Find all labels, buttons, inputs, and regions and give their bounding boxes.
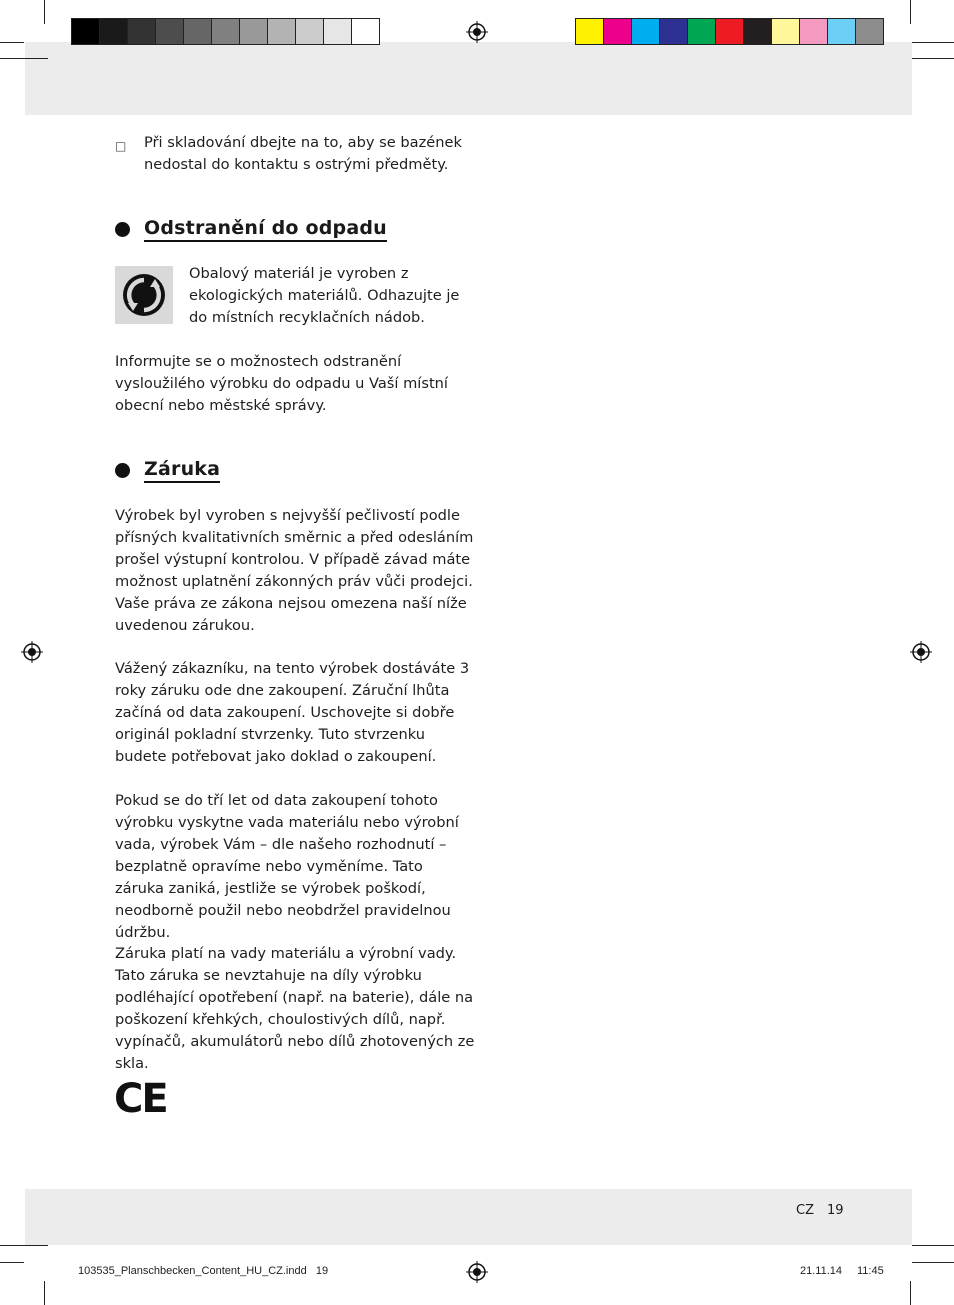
print-slug-date: 21.11.14	[800, 1265, 843, 1277]
registration-mark-icon	[910, 641, 932, 663]
crop-mark	[910, 1281, 911, 1305]
print-slug-time: 11:45	[857, 1265, 884, 1277]
color-swatch	[99, 18, 128, 45]
crop-mark	[912, 1262, 954, 1263]
green-dot-recycle-icon	[115, 266, 173, 324]
color-swatch	[239, 18, 268, 45]
registration-mark-icon	[21, 641, 43, 663]
color-swatch	[155, 18, 184, 45]
ce-mark-logo: CE	[114, 1076, 167, 1122]
color-swatch	[603, 18, 632, 45]
heading-bullet	[115, 222, 130, 237]
crop-mark	[44, 1281, 45, 1305]
checkbox-marker: □	[115, 139, 127, 153]
color-swatch	[575, 18, 604, 45]
crop-mark	[0, 1245, 48, 1246]
storage-note: Při skladování dbejte na to, aby se bazének nedostal do kontaktu s ostrými předměty.	[144, 134, 462, 173]
color-swatch	[827, 18, 856, 45]
color-swatch	[771, 18, 800, 45]
color-swatch	[71, 18, 100, 45]
footer-band	[25, 1189, 912, 1245]
warranty-paragraph-2: Vážený zákazníku, na tento výrobek dostáváte 3 roky záruku ode dne zakoupení. Záruční lhůta začíná od data zakoupení. Uschovejte si dobře originál pokladní stvrzenky. Tuto stvrzenku budete potřebovat jako doklad o zakoupení.	[115, 660, 470, 765]
crop-mark	[0, 1262, 24, 1263]
color-swatch	[183, 18, 212, 45]
header-band	[25, 42, 912, 115]
color-swatch	[631, 18, 660, 45]
warranty-heading	[115, 457, 220, 483]
color-swatch	[127, 18, 156, 45]
color-swatch	[715, 18, 744, 45]
warranty-paragraph-4: Záruka platí na vady materiálu a výrobní vady. Tato záruka se nevztahuje na díly výrobku podléhající opotřebení (např. na baterie), dále na poškození křehkých, choulostivých dílů, např. vypínačů, akumulátorů nebo dílů zhotovených ze skla.	[115, 945, 475, 1072]
warranty-paragraph-1: Výrobek byl vyroben s nejvyšší pečlivostí podle přísných kvalitativních směrnic a před odesláním prošel výstupní kontrolou. V případě závad máte možnost uplatnění zákonných práv vůči prodejci. Vaše práva ze zákona nejsou omezena naší níže uvedenou zárukou.	[115, 507, 474, 634]
warranty-heading-text: Záruka	[144, 458, 220, 483]
color-swatch	[659, 18, 688, 45]
disposal-paragraph: Informujte se o možnostech odstranění vysloužilého výrobku do odpadu u Vaší místní obecní nebo městské správy.	[115, 353, 448, 414]
disposal-heading	[115, 216, 387, 242]
color-swatch	[743, 18, 772, 45]
color-swatch	[855, 18, 884, 45]
color-swatch	[295, 18, 324, 45]
crop-mark	[912, 58, 954, 59]
registration-mark-icon	[466, 21, 488, 43]
page-number: 19	[827, 1203, 844, 1218]
color-swatch	[323, 18, 352, 45]
color-swatch	[267, 18, 296, 45]
warranty-paragraph-3: Pokud se do tří let od data zakoupení tohoto výrobku vyskytne vada materiálu nebo výrobní vada, výrobek Vám – dle našeho rozhodnutí – bezplatně opravíme nebo vyměníme. Tato záruka zaniká, jestliže se výrobek poškodí, neodborně použil nebo neobdržel pravidelnou údržbu.	[115, 792, 459, 941]
color-swatch	[687, 18, 716, 45]
heading-bullet	[115, 463, 130, 478]
crop-mark	[912, 1245, 954, 1246]
crop-mark	[912, 42, 954, 43]
crop-mark	[0, 42, 24, 43]
registration-mark-icon	[466, 1261, 488, 1283]
color-swatch	[799, 18, 828, 45]
crop-mark	[910, 0, 911, 24]
crop-mark	[0, 58, 48, 59]
color-swatch	[211, 18, 240, 45]
color-swatch	[351, 18, 380, 45]
disposal-heading-text: Odstranění do odpadu	[144, 217, 387, 242]
print-slug-filename: 103535_Planschbecken_Content_HU_CZ.indd 19	[78, 1265, 329, 1277]
recycle-text: Obalový materiál je vyroben z ekologických materiálů. Odhazujte je do místních recyklačních nádob.	[189, 265, 460, 326]
crop-mark	[44, 0, 45, 24]
language-code: CZ	[796, 1203, 814, 1218]
